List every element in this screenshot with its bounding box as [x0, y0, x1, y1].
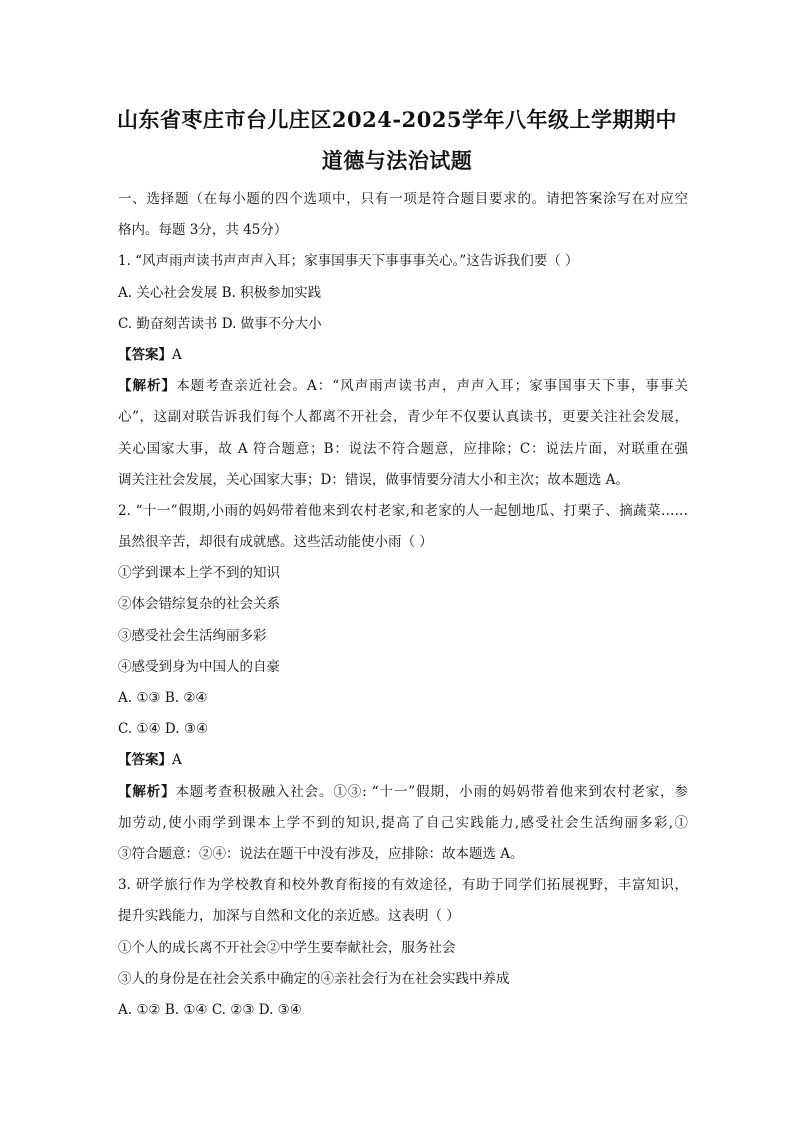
q2-analysis-line3: ③符合题意：②④：说法在题干中没有涉及，应排除：故本题选 A。: [118, 845, 524, 862]
q3-stem-line1: 3. 研学旅行作为学校教育和校外教育衔接的有效途径，有助于同学们拓展视野，丰富知识，: [118, 877, 688, 894]
q1-analysis-text: 本题考查亲近社会。A：“风声雨声读书声，声声入耳；家事国事天下事，事事关: [176, 378, 688, 395]
q1-analysis-line1: [118, 371, 688, 402]
q3-options: A. ①② B. ①④ C. ②③ D. ③④: [118, 1001, 302, 1018]
exam-subtitle: 道德与法治试题: [321, 148, 473, 173]
q2-stem-line2: 虽然很辛苦，却很有成就感。这些活动能使小雨（ ）: [118, 534, 433, 551]
q2-analysis-text: 本题考查积极融入社会。①③: “十一”假期，小雨的妈妈带着他来到农村老家，参: [175, 783, 688, 800]
q2-item2: ②体会错综复杂的社会关系: [118, 596, 280, 613]
q3-items-row1: ①个人的成长离不开社会②中学生要奉献社会，服务社会: [118, 939, 456, 956]
q2-item4: ④感受到身为中国人的自豪: [118, 658, 280, 675]
exam-body: [118, 184, 688, 1026]
exam-title: 山东省枣庄市台儿庄区2024-2025学年八年级上学期期中: [116, 107, 678, 132]
q2-options-cd: C. ①④ D. ③④: [118, 721, 209, 738]
q3-stem-line2: 提升实践能力，加深与自然和文化的亲近感。这表明（ ）: [118, 908, 460, 925]
q1-analysis-line4: 调关注社会发展，关心国家大事；D：错误，做事情要分清大小和主次；故本题选 A。: [118, 471, 629, 488]
q1-options-cd: C. 勤奋刻苦读书 D. 做事不分大小: [118, 315, 322, 332]
q3-items-row2: ③人的身份是在社会关系中确定的④亲社会行为在社会实践中养成: [118, 970, 510, 987]
q2-item3: ③感受社会生活绚丽多彩: [118, 627, 267, 644]
section-heading-cont: 格内。每题 3分，共 45分）: [118, 222, 288, 239]
q2-answer-label: 【答案】: [118, 752, 172, 769]
q1-analysis-label: 【解析】: [118, 378, 177, 395]
q1-stem: 1. “风声雨声读书声声声入耳；家事国事天下事事事关心。”这告诉我们要（ ）: [118, 253, 579, 270]
q1-analysis-line3: 关心国家大事，故 A 符合题意；B：说法不符合题意，应排除；C：说法片面，对联重在强: [118, 440, 688, 457]
q2-analysis-line2: 加劳动,使小雨学到课本上学不到的知识,提高了自己实践能力,感受社会生活绚丽多彩,①: [118, 814, 688, 831]
q2-item1: ①学到课本上学不到的知识: [118, 565, 280, 582]
q1-answer: [118, 340, 688, 371]
q1-options-ab: A. 关心社会发展 B. 积极参加实践: [118, 284, 322, 301]
q2-analysis-label: 【解析】: [118, 783, 176, 800]
q2-answer-value: A: [172, 752, 182, 769]
q2-analysis-line1: [118, 777, 688, 808]
section-heading: 一、选择题（在每小题的四个选项中，只有一项是符合题目要求的。请把答案涂写在对应空: [118, 191, 688, 207]
q2-options-ab: A. ①③ B. ②④: [118, 690, 208, 706]
q1-analysis-line2: 心”，这副对联告诉我们每个人都离不开社会，青少年不仅要认真读书，更要关注社会发展，: [118, 409, 688, 426]
q1-answer-value: A: [172, 346, 182, 363]
q2-stem-line1: 2. “十一”假期,小雨的妈妈带着他来到农村老家,和老家的人一起刨地瓜、打栗子、摘蔬菜……: [118, 502, 688, 519]
q1-answer-label: 【答案】: [118, 346, 172, 363]
q2-answer: [118, 745, 688, 776]
